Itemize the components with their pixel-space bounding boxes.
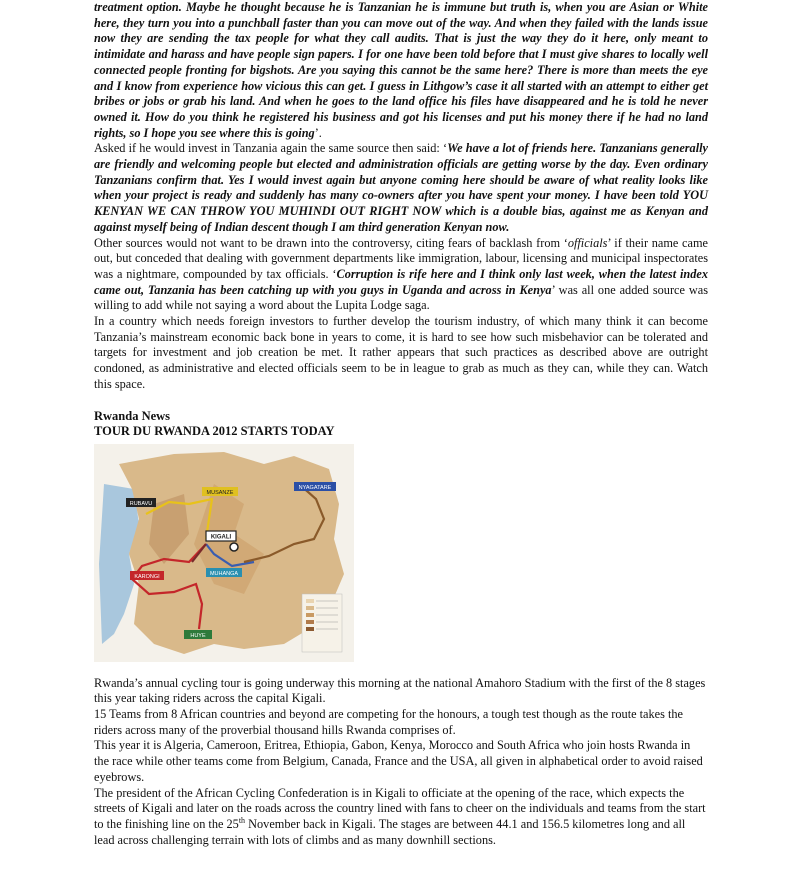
legend-swatch-5 (306, 627, 314, 631)
article-paragraph-2: 15 Teams from 8 African countries and beyond are competing for the honours, a tough test though as the route takes the riders across many of the proverbial thousand hills Rwanda comprises of. (94, 706, 684, 737)
rwanda-route-map (94, 444, 354, 662)
paragraph-2-quote: We have a lot of friends here. Tanzanians generally are friendly and welcoming people but elected and administration officials are getting worse by the day. Even ordinary Tanzanians confirm that. Yes I would invest again but anyone coming here should be aware of what reality looks like when your project is ready and suddenly has many co-owners after you have spent your money. I have been told YOU KENYAN WE CAN THROW YOU MUHINDI OUT RIGHT NOW which is a double bias, against me as Kenyan and against myself being of Indian descent though I am third generation Kenyan now. (94, 141, 708, 234)
label-huye-group (184, 630, 212, 639)
document-page (94, 0, 708, 848)
paragraph-4: In a country which needs foreign investors to further develop the tourism industry, of which many think it can become Tanzania’s mainstream economic back bone in years to come, it is hard to see how such misbehavior can be tolerated and targets for investment and job creation be met. It rather appears that such practices as described above are outright condoned, as administrative and elected officials seem to be in league to grab as much as they can, while they can. Watch this space. (94, 314, 708, 391)
label-kigali: KIGALI (210, 534, 232, 541)
article-title: TOUR DU RWANDA 2012 STARTS TODAY (94, 424, 335, 439)
label-huye: HUYE (190, 632, 206, 639)
paragraph-2 (94, 141, 708, 235)
label-muhanga-group (206, 568, 242, 577)
label-muhanga: MUHANGA (209, 570, 239, 577)
paragraph-3-c: ’ was all one added source was willing to add while not saying a word about the Lupita Lodge saga. (94, 282, 708, 313)
label-rubavu: RUBAVU (129, 500, 153, 507)
label-karongi-group (130, 571, 164, 580)
map-legend (302, 594, 342, 652)
section-gap (94, 393, 708, 409)
legend-swatch-4 (306, 620, 314, 624)
article-paragraph-4-end: November back in Kigali. The stages are between 44.1 and 156.5 kilometres long and all lead across challenging terrain with lots of climbs and as many downhill sections. (94, 816, 686, 847)
label-kigali-group (206, 531, 236, 541)
label-musanze-group (202, 487, 238, 496)
label-nyagatare: NYAGATARE (298, 484, 332, 491)
paragraph-3-a: Other sources would not want to be drawn into the controversy, citing fears of backlash from ‘ (94, 235, 568, 250)
paragraph-3-quote: Corruption is rife here and I think only last week, when the latest index came out, Tanzania has been catching up with you guys in Uganda and across in Kenya (94, 266, 708, 297)
section-heading: Rwanda News (94, 408, 171, 423)
quote-text: treatment option. Maybe he thought because he is Tanzanian he is immune but truth is, when you are Asian or White here, they turn you into a punchball faster than you can move out of the way. And when they failed with the lands issue now they are sending the tax people for what they call audits. That is just the way they do it here, only meant to intimidate and harass and have people sign papers. I for one have been told before that I must give shares to locally well connected people fronting for bigshots. Are you saying this cannot be the same here? There is more than meets the eye and I know from experience how vicious this can get. I guess in Lithgow’s case it all started with an attempt to either get bribes or jobs or grab his land. And when he goes to the land office his files have disappeared and he is told he never owned it. How do you think he registered his business and got his licenses and put his money there if he had no land rights, so I hope you see where this is going (94, 0, 708, 140)
label-nyagatare-group (294, 482, 336, 491)
label-rubavu-group (126, 498, 156, 507)
article-paragraph-4 (94, 786, 708, 849)
map-graphic (94, 444, 354, 662)
article-paragraph-1: Rwanda’s annual cycling tour is going underway this morning at the national Amahoro Stadium with the first of the 8 stages this year taking riders across the capital Kigali. (94, 675, 706, 706)
article-paragraph-4-start: The president of the African Cycling Confederation is in Kigali to officiate at the opening of the race, which expects the streets of Kigali and later on the roads across the country lined with fans to cheer on the individuals and teams from the start to the finishing line on the 25 (94, 785, 706, 831)
label-musanze: MUSANZE (206, 489, 234, 496)
date-superscript: th (238, 815, 246, 825)
label-karongi: KARONGI (134, 573, 160, 580)
legend-swatch-3 (306, 613, 314, 617)
legend-swatch-2 (306, 606, 314, 610)
article-paragraph-3: This year it is Algeria, Cameroon, Eritrea, Ethiopia, Gabon, Kenya, Morocco and South Africa who join hosts Rwanda in the race while other teams come from Belgium, Canada, France and the USA, all given in alphabetical order to avoid raised eyebrows. (94, 738, 703, 784)
quote-paragraph-1 (94, 0, 708, 141)
legend-swatch-1 (306, 599, 314, 603)
paragraph-3-officials: officials (567, 235, 608, 250)
quote-close: ’. (314, 125, 322, 140)
paragraph-2-intro: Asked if he would invest in Tanzania again the same source then said: ‘ (94, 141, 448, 156)
paragraph-3 (94, 236, 708, 315)
paragraph-3-b: ’ if their name came out, but conceded that dealing with government departments like immigration, labour, licensing and municipal inspectorates was a nightmare, compounded by tax officials. ‘ (94, 235, 708, 281)
kigali-marker (230, 543, 238, 551)
